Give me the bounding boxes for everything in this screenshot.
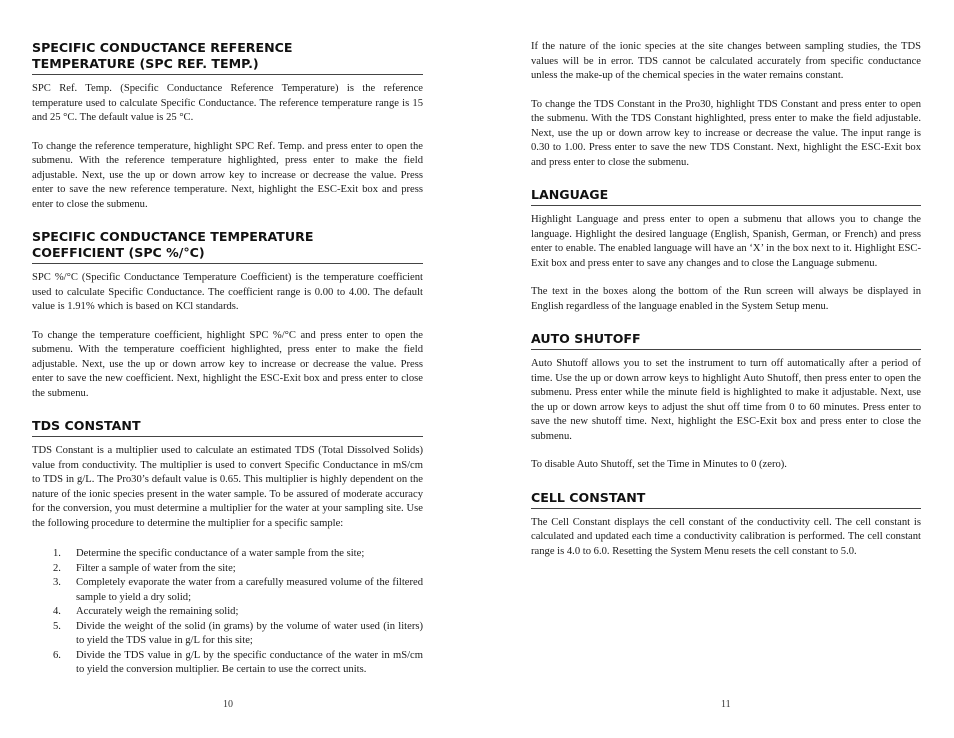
heading-line: SPECIFIC CONDUCTANCE TEMPERATURE [32,229,314,244]
list-number: 1. [53,548,61,559]
heading-auto-shutoff: AUTO SHUTOFF [531,331,921,350]
heading-language: LANGUAGE [531,187,921,206]
list-text: Divide the weight of the solid (in grams) by the volume of water used (in liters) to yield the TDS value in g/L for this site; [76,620,423,646]
right-page [531,40,921,573]
paragraph: The text in the boxes along the bottom of the Run screen will always be displayed in English regardless of the language enabled in the System Setup menu. [531,286,921,312]
heading-spc-ref-temp [32,40,423,75]
paragraph: The Cell Constant displays the cell constant of the conductivity cell. The cell constant is calculated and updated each time a conductivity calibration is performed. The cell constant range is 4.0 to 6.0. Resetting the System Menu resets the cell constant to 5.0. [531,516,921,557]
list-item [32,547,423,562]
list-number: 5. [53,620,61,632]
paragraph: Auto Shutoff allows you to set the instrument to turn off automatically after a period of time. Use the up or down arrow keys to highlight Auto Shutoff, then press enter to open the submenu. Press enter while the minute field is highlighted to make it adjustable. Next, use the up or down arrow keys to adjust the shut off time from 0 to 60 minutes. Press enter to save the new shutoff time. Next, highlight the ESC-Exit box and press enter to close the submenu. [531,358,921,442]
list-text: Completely evaporate the water from a carefully measured volume of the filtered sample to yield a dry solid; [76,577,423,603]
paragraph: To disable Auto Shutoff, set the Time in Minutes to 0 (zero). [531,459,787,470]
paragraph: Highlight Language and press enter to open a submenu that allows you to change the language. Highlight the desired language (English, Spanish, German, or French) and press enter to enable. The enabled language will have an ‘X’ in the box next to it. Highlight ESC-Exit box and press enter to save any changes and to close the Language submenu. [531,214,921,269]
left-page [32,40,423,678]
list-item [32,620,423,649]
list-item [32,605,423,620]
heading-cell-constant: CELL CONSTANT [531,490,921,509]
paragraph: TDS Constant is a multiplier used to calculate an estimated TDS (Total Dissolved Solids) value from conductivity. The multiplier is used to convert Specific Conductance in mS/cm to TDS in g/L. The Pro30’s default value is 0.65. This multiplier is highly dependent on the nature of the ionic species present in the water sample. To be assured of moderate accuracy for the conversion, you must determine a multiplier for the water at your sampling site. Use the following procedure to determine the multiplier for a specific sample: [32,445,423,529]
list-number: 4. [53,606,61,617]
heading-spc-temp-coefficient [32,229,423,264]
heading-line: COEFFICIENT (SPC %/°C) [32,245,205,260]
list-text: Divide the TDS value in g/L by the specific conductance of the water in mS/cm to yield the conversion multiplier. Be certain to use the correct units. [76,649,423,675]
paragraph: SPC Ref. Temp. (Specific Conductance Reference Temperature) is the reference temperature used to calculate Specific Conductance. The reference temperature range is 15 and 25 °C. The default value is 25 °C. [32,83,423,123]
list-item [32,649,423,678]
paragraph: To change the temperature coefficient, highlight SPC %/°C and press enter to open the submenu. With the temperature coefficient highlighted, press enter to make the field adjustable. Next, use the up or down arrow key to increase or decrease the value. Press enter to save the new coefficient. Next, highlight the ESC-Exit box and press enter to close the submenu. [32,329,423,399]
paragraph: To change the reference temperature, highlight SPC Ref. Temp. and press enter to open the submenu. With the reference temperature highlighted, press enter to make the field adjustable. Next, use the up or down arrow key to increase or decrease the value. Press enter to save the new reference temperature. Next, highlight the ESC-Exit box and press enter to close the submenu. [32,140,423,210]
list-number: 6. [53,649,61,661]
heading-line: TEMPERATURE (SPC REF. TEMP.) [32,56,259,71]
page-number-left: 10 [223,699,233,710]
list-item [32,562,423,577]
list-number: 2. [53,562,61,574]
list-text: Determine the specific conductance of a water sample from the site; [76,548,365,559]
paragraph: If the nature of the ionic species at the site changes between sampling studies, the TDS values will be in error. TDS cannot be calculated accurately from specific conductance unless the make-up of the chemical species in the water remains constant. [531,41,921,81]
list-text: Accurately weigh the remaining solid; [76,606,239,617]
paragraph: To change the TDS Constant in the Pro30, highlight TDS Constant and press enter to open the submenu. With the TDS Constant highlighted, press enter to make the field adjustable. Next, use the up or down arrow key to increase or decrease the value. The input range is 0.30 to 1.00. Press enter to save the new TDS Constant. Next, highlight the ESC-Exit box and press enter to close the submenu. [531,98,921,168]
list-item [32,576,423,605]
heading-line: SPECIFIC CONDUCTANCE REFERENCE [32,40,293,55]
list-number: 3. [53,577,61,588]
list-text: Filter a sample of water from the site; [76,562,236,574]
procedure-list [32,547,423,678]
page-number-right: 11 [721,699,731,710]
heading-tds-constant: TDS CONSTANT [32,418,423,437]
paragraph: SPC %/°C (Specific Conductance Temperature Coefficient) is the temperature coefficient used to calculate Specific Conductance. The coefficient range is 0.00 to 4.00. The default value is 1.91% which is based on KCl standards. [32,272,423,312]
